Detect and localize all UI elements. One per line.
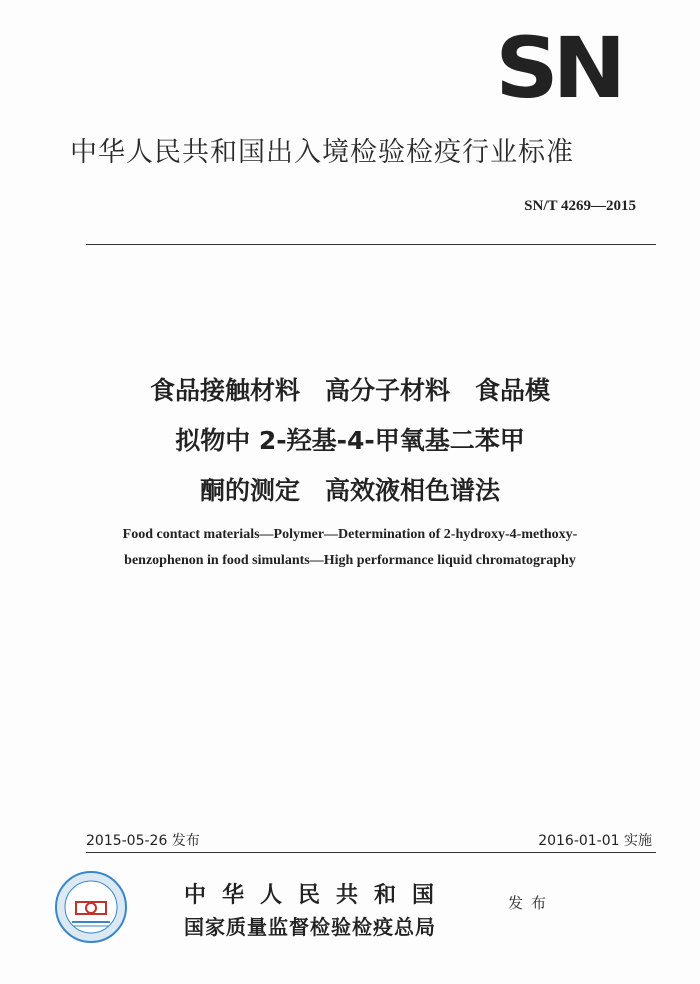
standard-number: SN/T 4269—2015 xyxy=(524,198,636,214)
implementation-date: 2016-01-01 实施 xyxy=(538,833,652,849)
sn-logo: SN xyxy=(495,19,620,117)
english-title-line-2: benzophenon in food simulants—High performance liquid chromatography xyxy=(124,553,576,568)
issue-date: 2015-05-26 发布 xyxy=(86,833,200,849)
anti-counterfeit-seal-icon xyxy=(54,870,128,944)
publish-label: 发布 xyxy=(508,894,555,912)
issuer-line-1: 中华人民共和国 xyxy=(184,882,451,908)
chinese-title-line-1: 食品接触材料 高分子材料 食品模 xyxy=(149,376,550,405)
bottom-divider xyxy=(86,852,656,853)
chinese-title-line-3: 酮的测定 高效液相色谱法 xyxy=(199,476,500,505)
issuer-line-2: 国家质量监督检验检疫总局 xyxy=(184,915,436,939)
chinese-title xyxy=(40,366,660,516)
english-title xyxy=(60,522,640,574)
english-title-line-1: Food contact materials—Polymer—Determination of 2-hydroxy-4-methoxy- xyxy=(122,527,578,542)
top-divider xyxy=(86,244,656,245)
standard-category: 中华人民共和国出入境检验检疫行业标准 xyxy=(70,137,574,168)
chinese-title-line-2: 拟物中 2-羟基-4-甲氧基二苯甲 xyxy=(175,426,525,455)
issuing-authority xyxy=(184,878,494,940)
